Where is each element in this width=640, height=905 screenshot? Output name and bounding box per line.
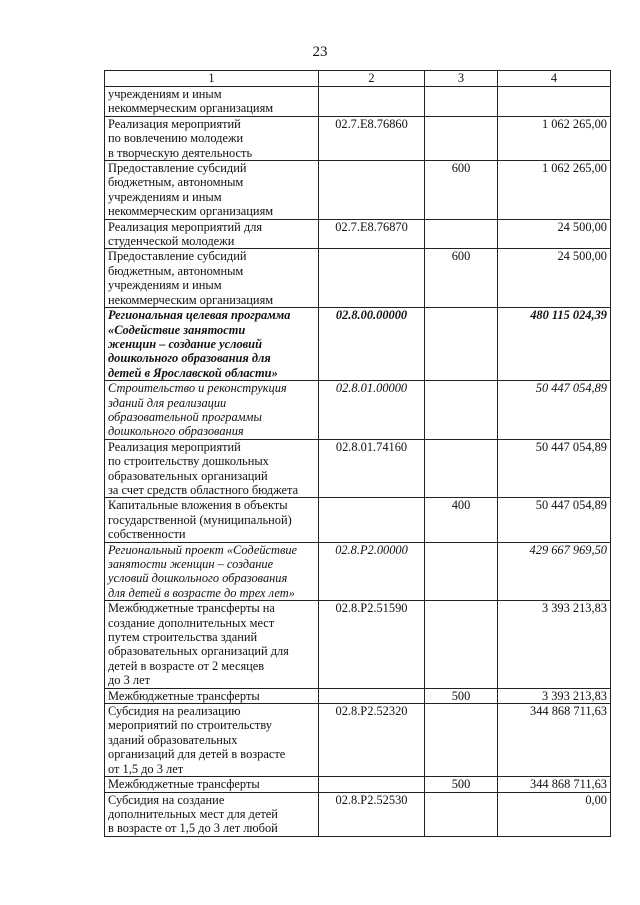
- row-code-cell: 02.8.P2.52320: [319, 704, 425, 777]
- table-row: [105, 116, 611, 160]
- row-name-line: путем строительства зданий: [108, 630, 258, 645]
- row-amount-cell: 1 062 265,00: [498, 161, 611, 220]
- row-expense-type-cell: 400: [425, 498, 498, 542]
- row-code-cell: 02.8.01.74160: [319, 439, 425, 498]
- table-body: [105, 87, 611, 837]
- row-amount-cell: 50 447 054,89: [498, 439, 611, 498]
- row-name-line: Реализация мероприятий для: [108, 219, 263, 234]
- row-name-line: бюджетным, автономным: [108, 263, 244, 278]
- row-amount-cell: 24 500,00: [498, 219, 611, 249]
- row-expense-type-cell: [425, 219, 498, 249]
- row-name-cell: [105, 87, 319, 117]
- row-name-line: студенческой молодежи: [108, 234, 235, 249]
- row-expense-type-cell: [425, 542, 498, 601]
- row-name-cell: [105, 792, 319, 836]
- row-name-line: создание дополнительных мест: [108, 615, 275, 630]
- row-name-line: учреждениям и иным: [108, 278, 222, 293]
- row-name-line: условий дошкольного образования: [108, 571, 288, 586]
- row-name-line: за счет средств областного бюджета: [108, 482, 299, 497]
- row-name-line: женщин – создание условий: [108, 336, 262, 351]
- table-row: [105, 601, 611, 688]
- budget-table: [104, 70, 611, 837]
- row-amount-cell: [498, 87, 611, 117]
- row-name-line: бюджетным, автономным: [108, 175, 244, 190]
- row-code-cell: [319, 87, 425, 117]
- row-name-cell: [105, 381, 319, 440]
- row-code-cell: [319, 249, 425, 308]
- row-code-cell: 02.8.00.00000: [319, 308, 425, 381]
- row-name-line: государственной (муниципальной): [108, 512, 292, 527]
- column-header-1: 1: [105, 71, 319, 87]
- row-name-line: Межбюджетные трансферты: [108, 688, 260, 703]
- row-amount-cell: 344 868 711,63: [498, 777, 611, 792]
- column-header-3: 3: [425, 71, 498, 87]
- row-name-cell: [105, 688, 319, 703]
- row-code-cell: 02.7.E8.76860: [319, 116, 425, 160]
- table-row: [105, 249, 611, 308]
- row-name-line: занятости женщин – создание: [108, 557, 274, 571]
- row-amount-cell: 480 115 024,39: [498, 308, 611, 381]
- row-name-cell: [105, 219, 319, 249]
- row-name-line: некоммерческим организациям: [108, 101, 274, 116]
- row-name-line: мероприятий по строительству: [108, 718, 272, 733]
- row-expense-type-cell: [425, 601, 498, 688]
- row-name-line: образовательных организаций: [108, 468, 268, 483]
- row-expense-type-cell: 500: [425, 777, 498, 792]
- table-row: [105, 704, 611, 777]
- row-amount-cell: 0,00: [498, 792, 611, 836]
- row-name-line: образовательной программы: [108, 409, 262, 424]
- row-name-line: детей в Ярославской области»: [108, 365, 278, 380]
- row-amount-cell: 50 447 054,89: [498, 498, 611, 542]
- table-header-row: [105, 71, 611, 87]
- table-row: [105, 439, 611, 498]
- row-code-cell: 02.8.01.00000: [319, 381, 425, 440]
- column-header-2: 2: [319, 71, 425, 87]
- row-name-line: Региональный проект «Содействие: [108, 542, 298, 557]
- row-name-line: детей в возрасте от 2 месяцев: [108, 658, 265, 673]
- row-name-cell: [105, 308, 319, 381]
- row-expense-type-cell: [425, 308, 498, 381]
- row-name-cell: [105, 498, 319, 542]
- row-code-cell: [319, 688, 425, 703]
- table-row: [105, 792, 611, 836]
- row-amount-cell: 3 393 213,83: [498, 688, 611, 703]
- row-name-line: в возрасте от 1,5 до 3 лет любой: [108, 821, 278, 836]
- row-amount-cell: 3 393 213,83: [498, 601, 611, 688]
- row-amount-cell: 1 062 265,00: [498, 116, 611, 160]
- table-row: [105, 87, 611, 117]
- row-name-line: Реализация мероприятий: [108, 439, 241, 454]
- table-row: [105, 219, 611, 249]
- row-name-line: собственности: [108, 527, 186, 542]
- row-name-cell: [105, 777, 319, 792]
- row-name-cell: [105, 439, 319, 498]
- row-code-cell: 02.8.P2.00000: [319, 542, 425, 601]
- row-code-cell: [319, 777, 425, 792]
- row-expense-type-cell: [425, 704, 498, 777]
- row-expense-type-cell: [425, 87, 498, 117]
- page-number: 23: [312, 44, 328, 60]
- table-row: [105, 542, 611, 601]
- row-name-line: некоммерческим организациям: [108, 292, 274, 307]
- table-row: [105, 381, 611, 440]
- row-name-line: по вовлечению молодежи: [108, 131, 244, 146]
- row-name-line: зданий образовательных: [108, 732, 238, 747]
- row-name-line: образовательных организаций для: [108, 644, 289, 659]
- row-name-line: учреждениям и иным: [108, 189, 222, 204]
- row-name-line: от 1,5 до 3 лет: [108, 761, 184, 776]
- row-name-line: дополнительных мест для детей: [108, 806, 278, 821]
- row-name-line: организаций для детей в возрасте: [108, 747, 286, 762]
- row-name-cell: [105, 601, 319, 688]
- row-name-line: Межбюджетные трансферты на: [108, 601, 275, 616]
- row-name-cell: [105, 161, 319, 220]
- row-name-cell: [105, 116, 319, 160]
- row-amount-cell: 429 667 969,50: [498, 542, 611, 601]
- row-code-cell: 02.8.P2.52530: [319, 792, 425, 836]
- row-expense-type-cell: [425, 116, 498, 160]
- row-name-line: до 3 лет: [108, 673, 150, 688]
- row-expense-type-cell: 600: [425, 249, 498, 308]
- row-expense-type-cell: 600: [425, 161, 498, 220]
- table-row: [105, 688, 611, 703]
- table-row: [105, 498, 611, 542]
- row-amount-cell: 344 868 711,63: [498, 704, 611, 777]
- row-name-line: Региональная целевая программа: [108, 308, 291, 323]
- column-header-4: 4: [498, 71, 611, 87]
- table-row: [105, 161, 611, 220]
- row-name-cell: [105, 249, 319, 308]
- table-row: [105, 777, 611, 792]
- row-amount-cell: 50 447 054,89: [498, 381, 611, 440]
- row-code-cell: [319, 498, 425, 542]
- row-code-cell: 02.7.E8.76870: [319, 219, 425, 249]
- row-name-line: Субсидия на создание: [108, 792, 225, 807]
- row-name-line: некоммерческим организациям: [108, 204, 274, 219]
- row-expense-type-cell: [425, 381, 498, 440]
- row-name-line: зданий для реализации: [108, 395, 227, 410]
- row-name-line: Капитальные вложения в объекты: [108, 498, 288, 513]
- row-name-line: Межбюджетные трансферты: [108, 777, 260, 792]
- row-expense-type-cell: [425, 439, 498, 498]
- row-name-line: дошкольного образования для: [108, 351, 271, 366]
- row-name-line: Реализация мероприятий: [108, 116, 241, 131]
- table-row: [105, 308, 611, 381]
- row-code-cell: 02.8.P2.51590: [319, 601, 425, 688]
- row-amount-cell: 24 500,00: [498, 249, 611, 308]
- row-name-line: «Содействие занятости: [108, 322, 246, 337]
- row-name-cell: [105, 542, 319, 601]
- row-name-line: Предоставление субсидий: [108, 249, 247, 264]
- row-name-line: Предоставление субсидий: [108, 161, 247, 176]
- row-name-line: учреждениям и иным: [108, 87, 222, 101]
- row-name-line: для детей в возрасте до трех лет»: [108, 585, 295, 600]
- row-expense-type-cell: [425, 792, 498, 836]
- row-name-line: дошкольного образования: [108, 424, 244, 439]
- row-name-line: Субсидия на реализацию: [108, 704, 241, 719]
- row-name-line: по строительству дошкольных: [108, 454, 269, 469]
- row-name-line: в творческую деятельность: [108, 145, 253, 160]
- row-code-cell: [319, 161, 425, 220]
- row-name-line: Строительство и реконструкция: [108, 381, 287, 396]
- row-name-cell: [105, 704, 319, 777]
- row-expense-type-cell: 500: [425, 688, 498, 703]
